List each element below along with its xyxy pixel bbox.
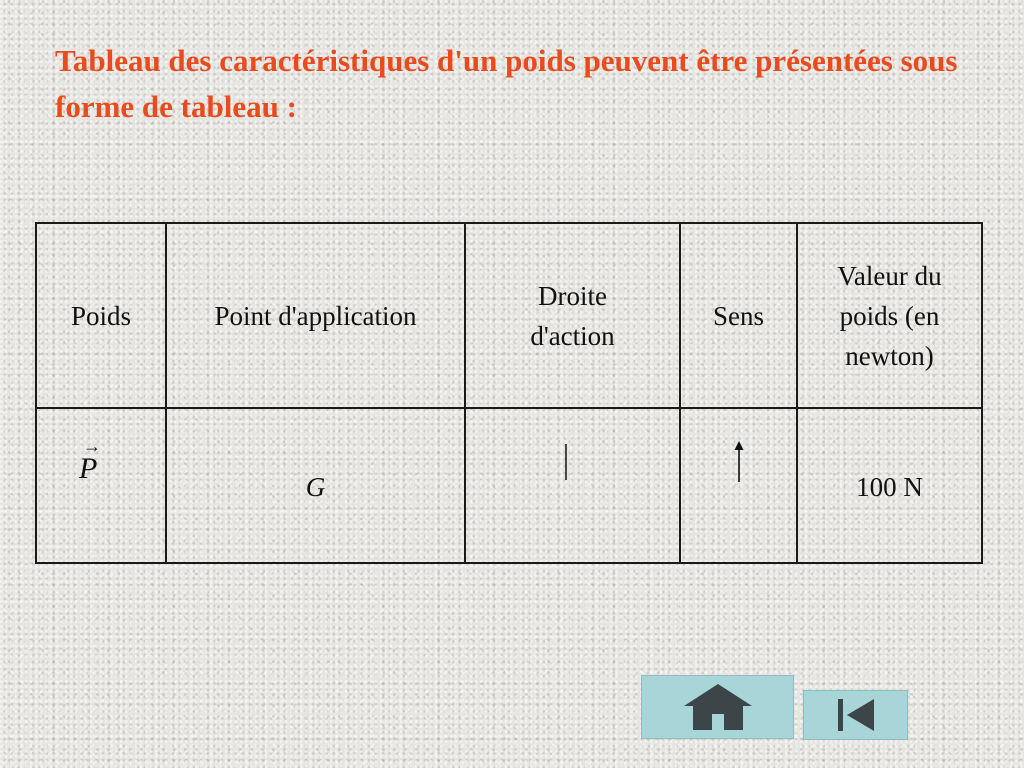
weight-letter: P bbox=[79, 452, 98, 485]
weight-vector-symbol bbox=[79, 436, 101, 489]
vector-arrow: → bbox=[83, 436, 101, 456]
header-poids: Poids bbox=[36, 223, 166, 408]
home-button[interactable] bbox=[641, 675, 794, 739]
cell-valeur bbox=[797, 408, 982, 563]
point-application-value: G bbox=[305, 472, 326, 502]
header-valeur bbox=[797, 223, 982, 408]
table-header-row bbox=[36, 223, 982, 408]
header-droite-action-text: Droite d'action bbox=[530, 280, 615, 351]
cell-sens bbox=[680, 408, 797, 563]
vertical-line-icon bbox=[556, 442, 576, 482]
up-arrow-icon bbox=[732, 440, 746, 484]
cell-poids bbox=[36, 408, 166, 563]
weight-value: 100 N bbox=[856, 472, 923, 502]
header-sens: Sens bbox=[680, 223, 797, 408]
first-slide-button[interactable] bbox=[803, 690, 908, 740]
table-row bbox=[36, 408, 982, 563]
header-point-application: Point d'application bbox=[166, 223, 465, 408]
home-icon bbox=[680, 682, 756, 732]
header-droite-action bbox=[465, 223, 680, 408]
cell-point-application bbox=[166, 408, 465, 563]
skip-to-start-icon bbox=[834, 697, 878, 733]
cell-droite-action bbox=[465, 408, 680, 563]
header-valeur-text: Valeur du poids (en newton) bbox=[837, 260, 942, 371]
characteristics-table bbox=[35, 222, 983, 564]
slide-title: Tableau des caractéristiques d'un poids peuvent être présentées sous forme de tableau : bbox=[55, 43, 958, 124]
